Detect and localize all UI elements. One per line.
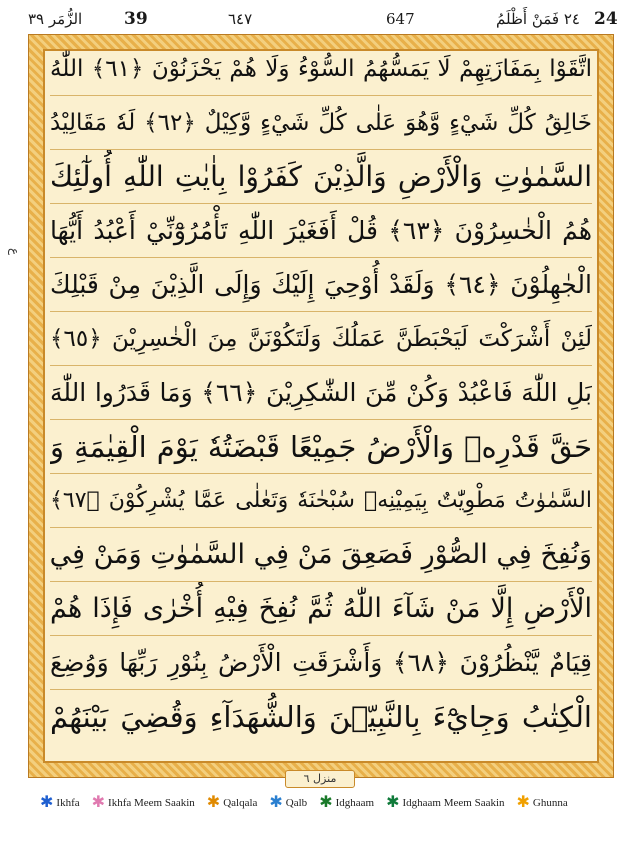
text-line: الْأَرْضِ إِلَّا مَنْ شَآءَ اللّٰهُ ثُمَّ نُفِخَ فِيْهِ أُخْرٰى فَإِذَا هُمْ bbox=[50, 582, 592, 636]
legend-item bbox=[92, 795, 195, 811]
text-line: السَّمٰوٰتُ مَطْوِيّٰتٌ بِيَمِيْنِهٖ سُبْحٰنَهٗ وَتَعٰلٰى عَمَّا يُشْرِكُوْنَ ﴿٦٧﴾ bbox=[50, 474, 592, 528]
star-icon: ✱ bbox=[516, 794, 530, 811]
juz-number: 24 bbox=[594, 9, 618, 29]
sura-number: 39 bbox=[124, 9, 148, 29]
legend-item bbox=[269, 795, 307, 811]
text-line: الْكِتٰبُ وَجِايْٓءَ بِالنَّبِيّٖنَ وَالشُّهَدَآءِ وَقُضِيَ بَيْنَهُمْ bbox=[50, 700, 592, 734]
star-icon: ✱ bbox=[269, 794, 283, 811]
text-line: خَالِقُ كُلِّ شَيْءٍ وَّهُوَ عَلٰى كُلِّ شَيْءٍ وَّكِيْلٌ ﴿٦٢﴾ لَهٗ مَقَالِيْدُ bbox=[50, 96, 592, 150]
ruku-marker: ع bbox=[8, 248, 22, 256]
star-icon: ✱ bbox=[386, 794, 400, 811]
juz-name-arabic: ٢٤ فَمَنْ أَظْلَمُ bbox=[496, 10, 580, 28]
sura-name-arabic: الزُّمَر ٣٩ bbox=[28, 10, 83, 28]
star-icon: ✱ bbox=[206, 794, 221, 811]
legend-label: Ikhfa Meem Saakin bbox=[108, 797, 195, 809]
text-line: بَلِ اللّٰهَ فَاعْبُدْ وَكُنْ مِّنَ الشّٰكِرِيْنَ ﴿٦٦﴾ وَمَا قَدَرُوا اللّٰهَ bbox=[50, 366, 592, 420]
page-header bbox=[28, 4, 616, 34]
text-line: وَنُفِخَ فِي الصُّوْرِ فَصَعِقَ مَنْ فِي السَّمٰوٰتِ وَمَنْ فِي bbox=[50, 528, 592, 582]
page-number-arabic: ٦٤٧ bbox=[228, 10, 253, 28]
legend-label: Ghunna bbox=[532, 797, 568, 809]
tajweed-legend bbox=[40, 793, 620, 813]
text-line: الْجٰهِلُوْنَ ﴿٦٤﴾ وَلَقَدْ أُوْحِيَ إِلَيْكَ وَإِلَى الَّذِيْنَ مِنْ قَبْلِكَ bbox=[50, 258, 592, 312]
legend-label: Idghaam Meem Saakin bbox=[402, 797, 505, 809]
legend-item bbox=[517, 795, 568, 811]
star-icon: ✱ bbox=[91, 794, 106, 811]
star-icon: ✱ bbox=[40, 794, 54, 811]
manzil-marker: منزل ٦ bbox=[285, 770, 355, 788]
legend-label: Qalqala bbox=[223, 797, 258, 809]
legend-item bbox=[319, 795, 374, 811]
text-line: اتَّقَوْا بِمَفَازَتِهِمْ لَا يَمَسُّهُمُ السُّوْءُ وَلَا هُمْ يَحْزَنُوْنَ ﴿٦١﴾ اللّٰهُ bbox=[50, 42, 592, 96]
page-number: 647 bbox=[386, 10, 415, 28]
legend-label: Idghaam bbox=[335, 797, 375, 809]
legend-label: Qalb bbox=[285, 797, 308, 809]
legend-label: Ikhfa bbox=[56, 797, 80, 809]
quran-text bbox=[50, 42, 592, 746]
text-line: هُمُ الْخٰسِرُوْنَ ﴿٦٣﴾ قُلْ أَفَغَيْرَ اللّٰهِ تَأْمُرُوْٓنِّيْ أَعْبُدُ أَيُّهَا bbox=[50, 204, 592, 258]
legend-item bbox=[386, 795, 504, 811]
text-line: قِيَامٌ يَّنْظُرُوْنَ ﴿٦٨﴾ وَأَشْرَقَتِ الْأَرْضُ بِنُوْرِ رَبِّهَا وَوُضِعَ bbox=[50, 636, 592, 690]
legend-item bbox=[40, 795, 80, 811]
legend-item bbox=[207, 795, 258, 811]
text-line: السَّمٰوٰتِ وَالْأَرْضِ وَالَّذِيْنَ كَفَرُوْا بِاٰيٰتِ اللّٰهِ أُولٰٓئِكَ bbox=[50, 150, 592, 204]
text-line: حَقَّ قَدْرِهٖ وَالْأَرْضُ جَمِيْعًا قَبْضَتُهٗ يَوْمَ الْقِيٰمَةِ وَ bbox=[50, 420, 592, 474]
text-line: لَئِنْ أَشْرَكْتَ لَيَحْبَطَنَّ عَمَلُكَ وَلَتَكُوْنَنَّ مِنَ الْخٰسِرِيْنَ ﴿٦٥﴾ bbox=[50, 312, 592, 366]
star-icon: ✱ bbox=[319, 794, 333, 811]
